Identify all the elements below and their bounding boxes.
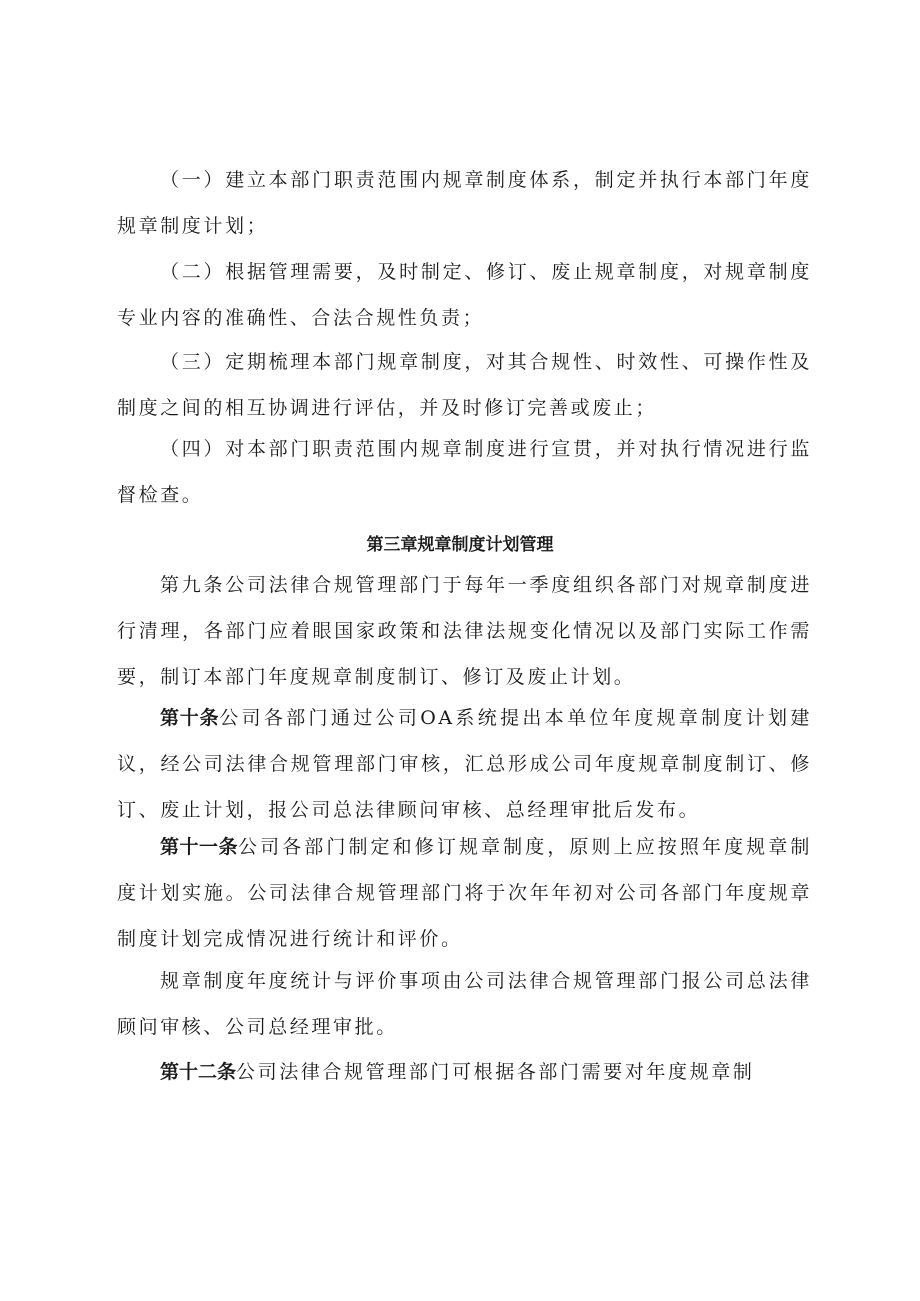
duty-item-2: （二）根据管理需要，及时制定、修订、废止规章制度，对规章制度专业内容的准确性、合法合规性负责； xyxy=(117,261,812,329)
article-10 xyxy=(117,695,812,833)
article-9: 第九条公司法律合规管理部门于每年一季度组织各部门对规章制度进行清理，各部门应着眼国家政策和法律法规变化情况以及部门实际工作需要，制订本部门年度规章制度制订、修订及废止计划。 xyxy=(117,574,812,688)
article-11-text: 公司各部门制定和修订规章制度，原则上应按照年度规章制度计划实施。公司法律合规管理部门将于次年年初对公司各部门年度规章制度计划完成情况进行统计和评价。 xyxy=(117,836,812,950)
duty-item-1: （一）建立本部门职责范围内规章制度体系，制定并执行本部门年度规章制度计划； xyxy=(117,169,812,237)
article-11 xyxy=(117,824,812,962)
article-12-text: 公司法律合规管理部门可根据各部门需要对年度规章制 xyxy=(236,1061,755,1083)
article-12-number: 第十二条 xyxy=(160,1061,237,1083)
article-11-note: 规章制度年度统计与评价事项由公司法律合规管理部门报公司总法律顾问审核、公司总经理审批。 xyxy=(117,970,812,1038)
duty-item-3: （三）定期梳理本部门规章制度，对其合规性、时效性、可操作性及制度之间的相互协调进行评估，并及时修订完善或废止； xyxy=(117,351,812,419)
article-11-number: 第十一条 xyxy=(160,836,238,858)
duty-item-4: （四）对本部门职责范围内规章制度进行宣贯，并对执行情况进行监督检查。 xyxy=(117,438,812,506)
article-10-text: 公司各部门通过公司OA系统提出本单位年度规章制度计划建议，经公司法律合规管理部门审核，汇总形成公司年度规章制度制订、修订、废止计划，报公司总法律顾问审核、总经理审批后发布。 xyxy=(117,707,812,821)
chapter-title: 第三章规章制度计划管理 xyxy=(366,535,554,555)
article-12 xyxy=(117,1049,812,1095)
article-10-number: 第十条 xyxy=(160,707,220,729)
